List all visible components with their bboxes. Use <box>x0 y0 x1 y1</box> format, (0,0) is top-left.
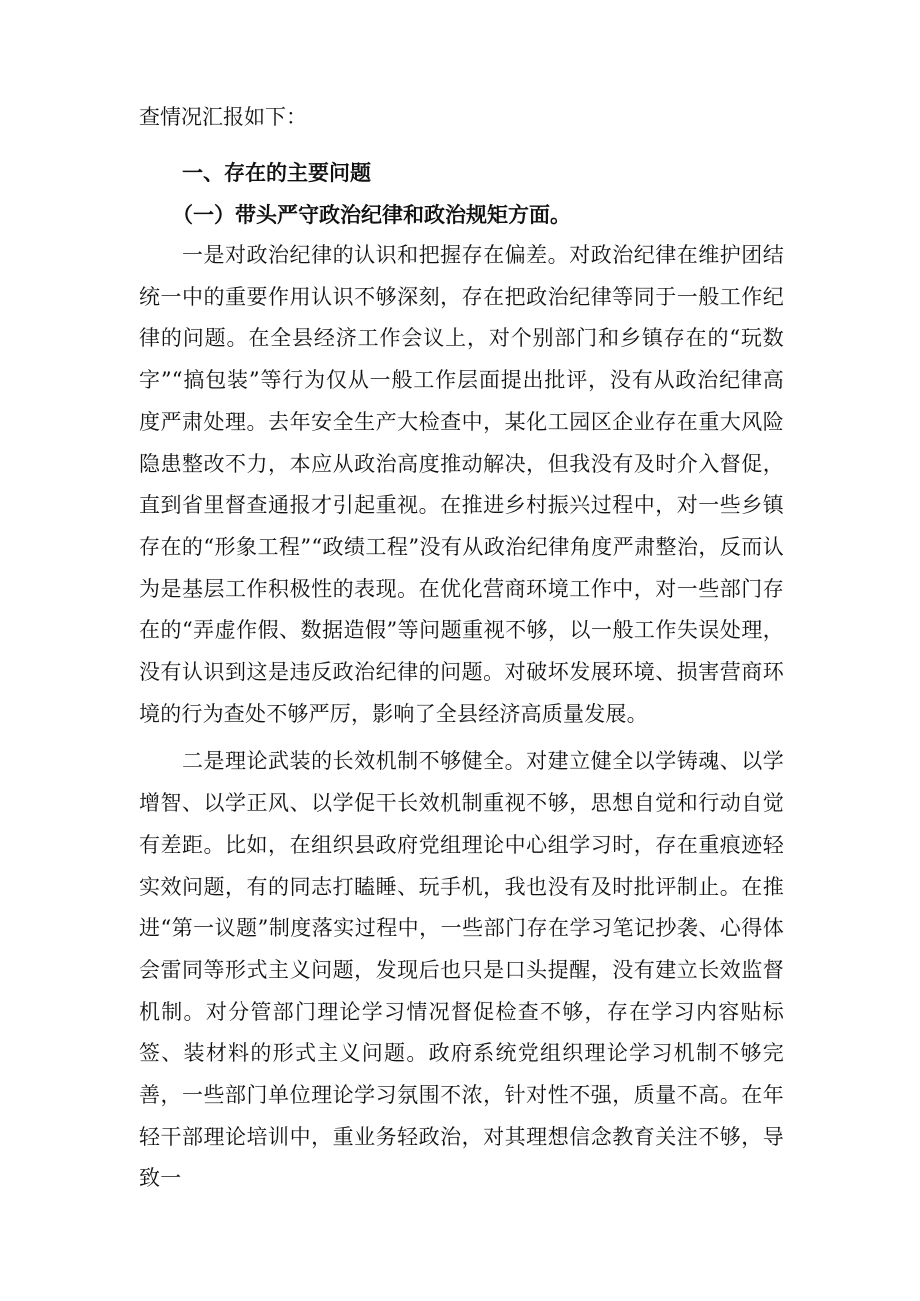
section-heading: 一、存在的主要问题 <box>182 160 371 185</box>
paragraph-theory-mechanism: 二是理论武装的长效机制不够健全。对建立健全以学铸魂、以学增智、以学正风、以学促干长效机制重视不够，思想自觉和行动自觉有差距。比如，在组织县政府党组理论中心组学习时，存在重痕迹轻实效问题，有的同志打瞌睡、玩手机，我也没有及时批评制止。在推进“第一议题”制度落实过程中，一些部门存在学习笔记抄袭、心得体会雷同等形式主义问题，发现后也只是口头提醒，没有建立长效监督机制。对分管部门理论学习情况督促检查不够，存在学习内容贴标签、装材料的形式主义问题。政府系统党组织理论学习机制不够完善，一些部门单位理论学习氛围不浓，针对性不强，质量不高。在年轻干部理论培训中，重业务轻政治，对其理想信念教育关注不够，导致一 <box>139 749 784 1191</box>
document-body <box>139 96 784 1200</box>
subsection-heading: （一）带头严守政治纪律和政治规矩方面。 <box>172 202 571 227</box>
continuation-line: 查情况汇报如下： <box>139 105 307 129</box>
paragraph-political-discipline: 一是对政治纪律的认识和把握存在偏差。对政治纪律在维护团结统一中的重要作用认识不够深刻，存在把政治纪律等同于一般工作纪律的问题。在全县经济工作会议上，对个别部门和乡镇存在的“玩数字”“搞包装”等行为仅从一般工作层面提出批评，没有从政治纪律高度严肃处理。去年安全生产大检查中，某化工园区企业存在重大风险隐患整改不力，本应从政治高度推动解决，但我没有及时介入督促，直到省里督查通报才引起重视。在推进乡村振兴过程中，对一些乡镇存在的“形象工程”“政绩工程”没有从政治纪律角度严肃整治，反而认为是基层工作积极性的表现。在优化营商环境工作中，对一些部门存在的“弄虚作假、数据造假”等问题重视不够，以一般工作失误处理，没有认识到这是违反政治纪律的问题。对破坏发展环境、损害营商环境的行为查处不够严厉，影响了全县经济高质量发展。 <box>139 243 784 726</box>
